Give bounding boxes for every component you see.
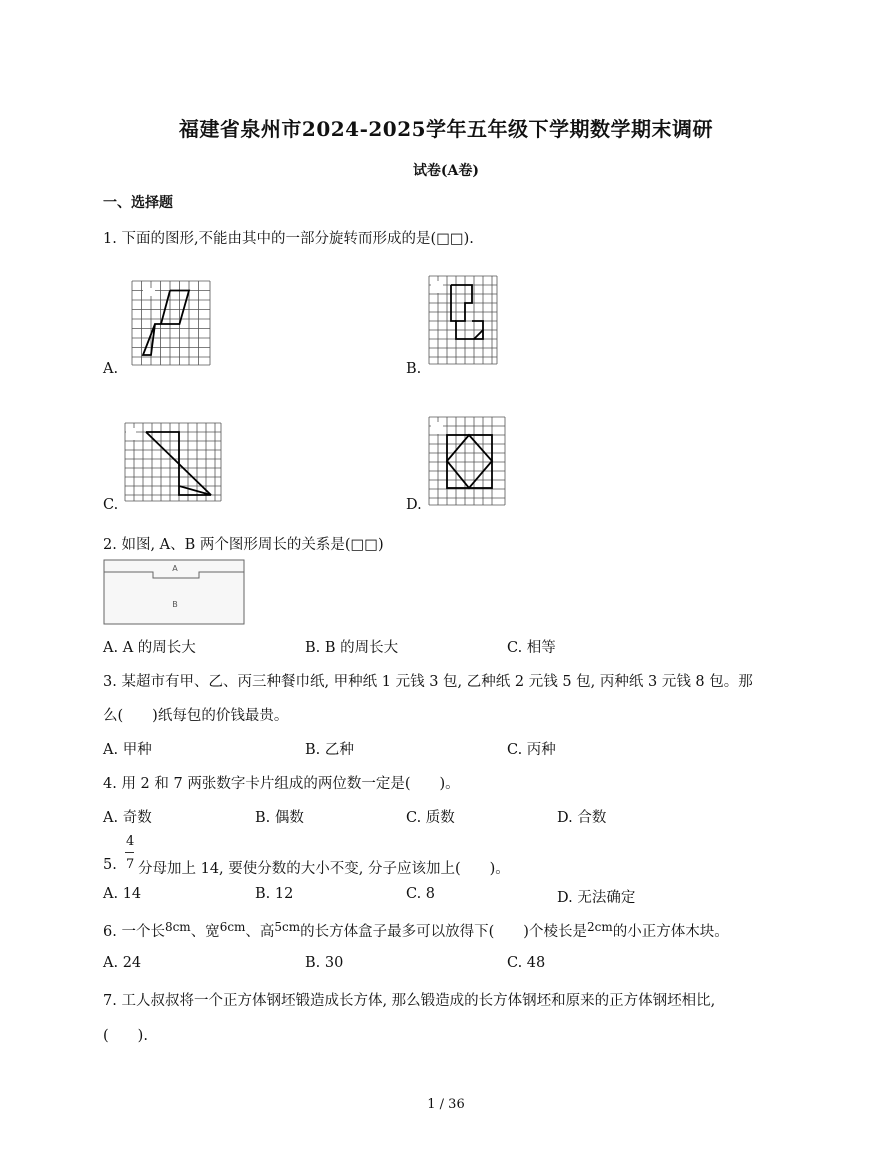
q1-figure-c [124, 422, 222, 502]
document-title: 福建省泉州市2024-2025学年五年级下学期数学期末调研 [178, 117, 714, 141]
q1-figure-b [428, 275, 498, 365]
q5-fraction-numerator: 4 [126, 834, 135, 849]
q6-option-c[interactable]: C. 48 [507, 955, 546, 971]
q5-prefix: 5. [103, 857, 117, 873]
q6-length: 8cm [164, 920, 191, 934]
question-3-line-2: 么( )纸每包的价钱最贵。 [103, 708, 289, 724]
q3-option-b[interactable]: B. 乙种 [305, 742, 354, 758]
q5-option-c[interactable]: C. 8 [406, 886, 436, 902]
question-7-line-2: ( ). [103, 1028, 148, 1044]
q1-option-b[interactable]: B. [406, 361, 422, 377]
q2-figure-label-b: B [172, 600, 178, 609]
q4-option-b[interactable]: B. 偶数 [255, 810, 304, 826]
question-1-text: 1. 下面的图形,不能由其中的一部分旋转而形成的是(□□). [103, 231, 474, 247]
question-5-text: 分母加上 14, 要使分数的大小不变, 分子应该加上( )。 [138, 861, 510, 877]
q3-option-a[interactable]: A. 甲种 [103, 742, 152, 758]
question-4-text: 4. 用 2 和 7 两张数字卡片组成的两位数一定是( )。 [103, 776, 460, 792]
document-subtitle: 试卷(A卷) [412, 163, 480, 179]
q1-figure-d [428, 416, 508, 506]
q5-option-d[interactable]: D. 无法确定 [557, 890, 636, 906]
q1-option-d[interactable]: D. [406, 497, 422, 513]
q6-option-b[interactable]: B. 30 [305, 955, 344, 971]
q6-height: 5cm [274, 920, 301, 934]
q5-fraction-bar [125, 852, 134, 853]
question-2-text: 2. 如图, A、B 两个图形周长的关系是(□□) [103, 537, 384, 553]
q4-option-c[interactable]: C. 质数 [406, 810, 455, 826]
q1-figure-a [131, 280, 211, 366]
q6-option-a[interactable]: A. 24 [103, 955, 142, 971]
q2-figure [103, 559, 245, 625]
question-7-line-1: 7. 工人叔叔将一个正方体钢坯锻造成长方体, 那么锻造成的长方体钢坯和原来的正方体钢坯相比, [103, 993, 716, 1009]
q5-option-a[interactable]: A. 14 [103, 886, 142, 902]
page-number: 1 / 36 [427, 1097, 465, 1112]
q4-option-a[interactable]: A. 奇数 [103, 810, 152, 826]
question-3-line-1: 3. 某超市有甲、乙、丙三种餐巾纸, 甲种纸 1 元钱 3 包, 乙种纸 2 元钱 5 包, 丙种纸 3 元钱 8 包。那 [103, 674, 753, 690]
q2-figure-label-a: A [172, 564, 178, 573]
q4-option-d[interactable]: D. 合数 [557, 810, 607, 826]
section-heading: 一、选择题 [103, 195, 173, 211]
q2-option-a[interactable]: A. A 的周长大 [103, 640, 196, 656]
q6-width: 6cm [219, 920, 246, 934]
question-6-text: 6. 一个长$^{8cm}$、宽$^{6cm}$、高$^{5cm}$的长方体盒子最多可以放得下( )个棱长是$^{2cm}$的小正方体木块。 [103, 920, 729, 940]
q5-fraction-denominator: 7 [126, 857, 135, 872]
q2-option-b[interactable]: B. B 的周长大 [305, 640, 399, 656]
q6-edge: 2cm [586, 920, 613, 934]
q1-option-a[interactable]: A. [103, 361, 119, 377]
q3-option-c[interactable]: C. 丙种 [507, 742, 556, 758]
q2-option-c[interactable]: C. 相等 [507, 640, 556, 656]
q5-option-b[interactable]: B. 12 [255, 886, 294, 902]
q1-option-c[interactable]: C. [103, 497, 119, 513]
